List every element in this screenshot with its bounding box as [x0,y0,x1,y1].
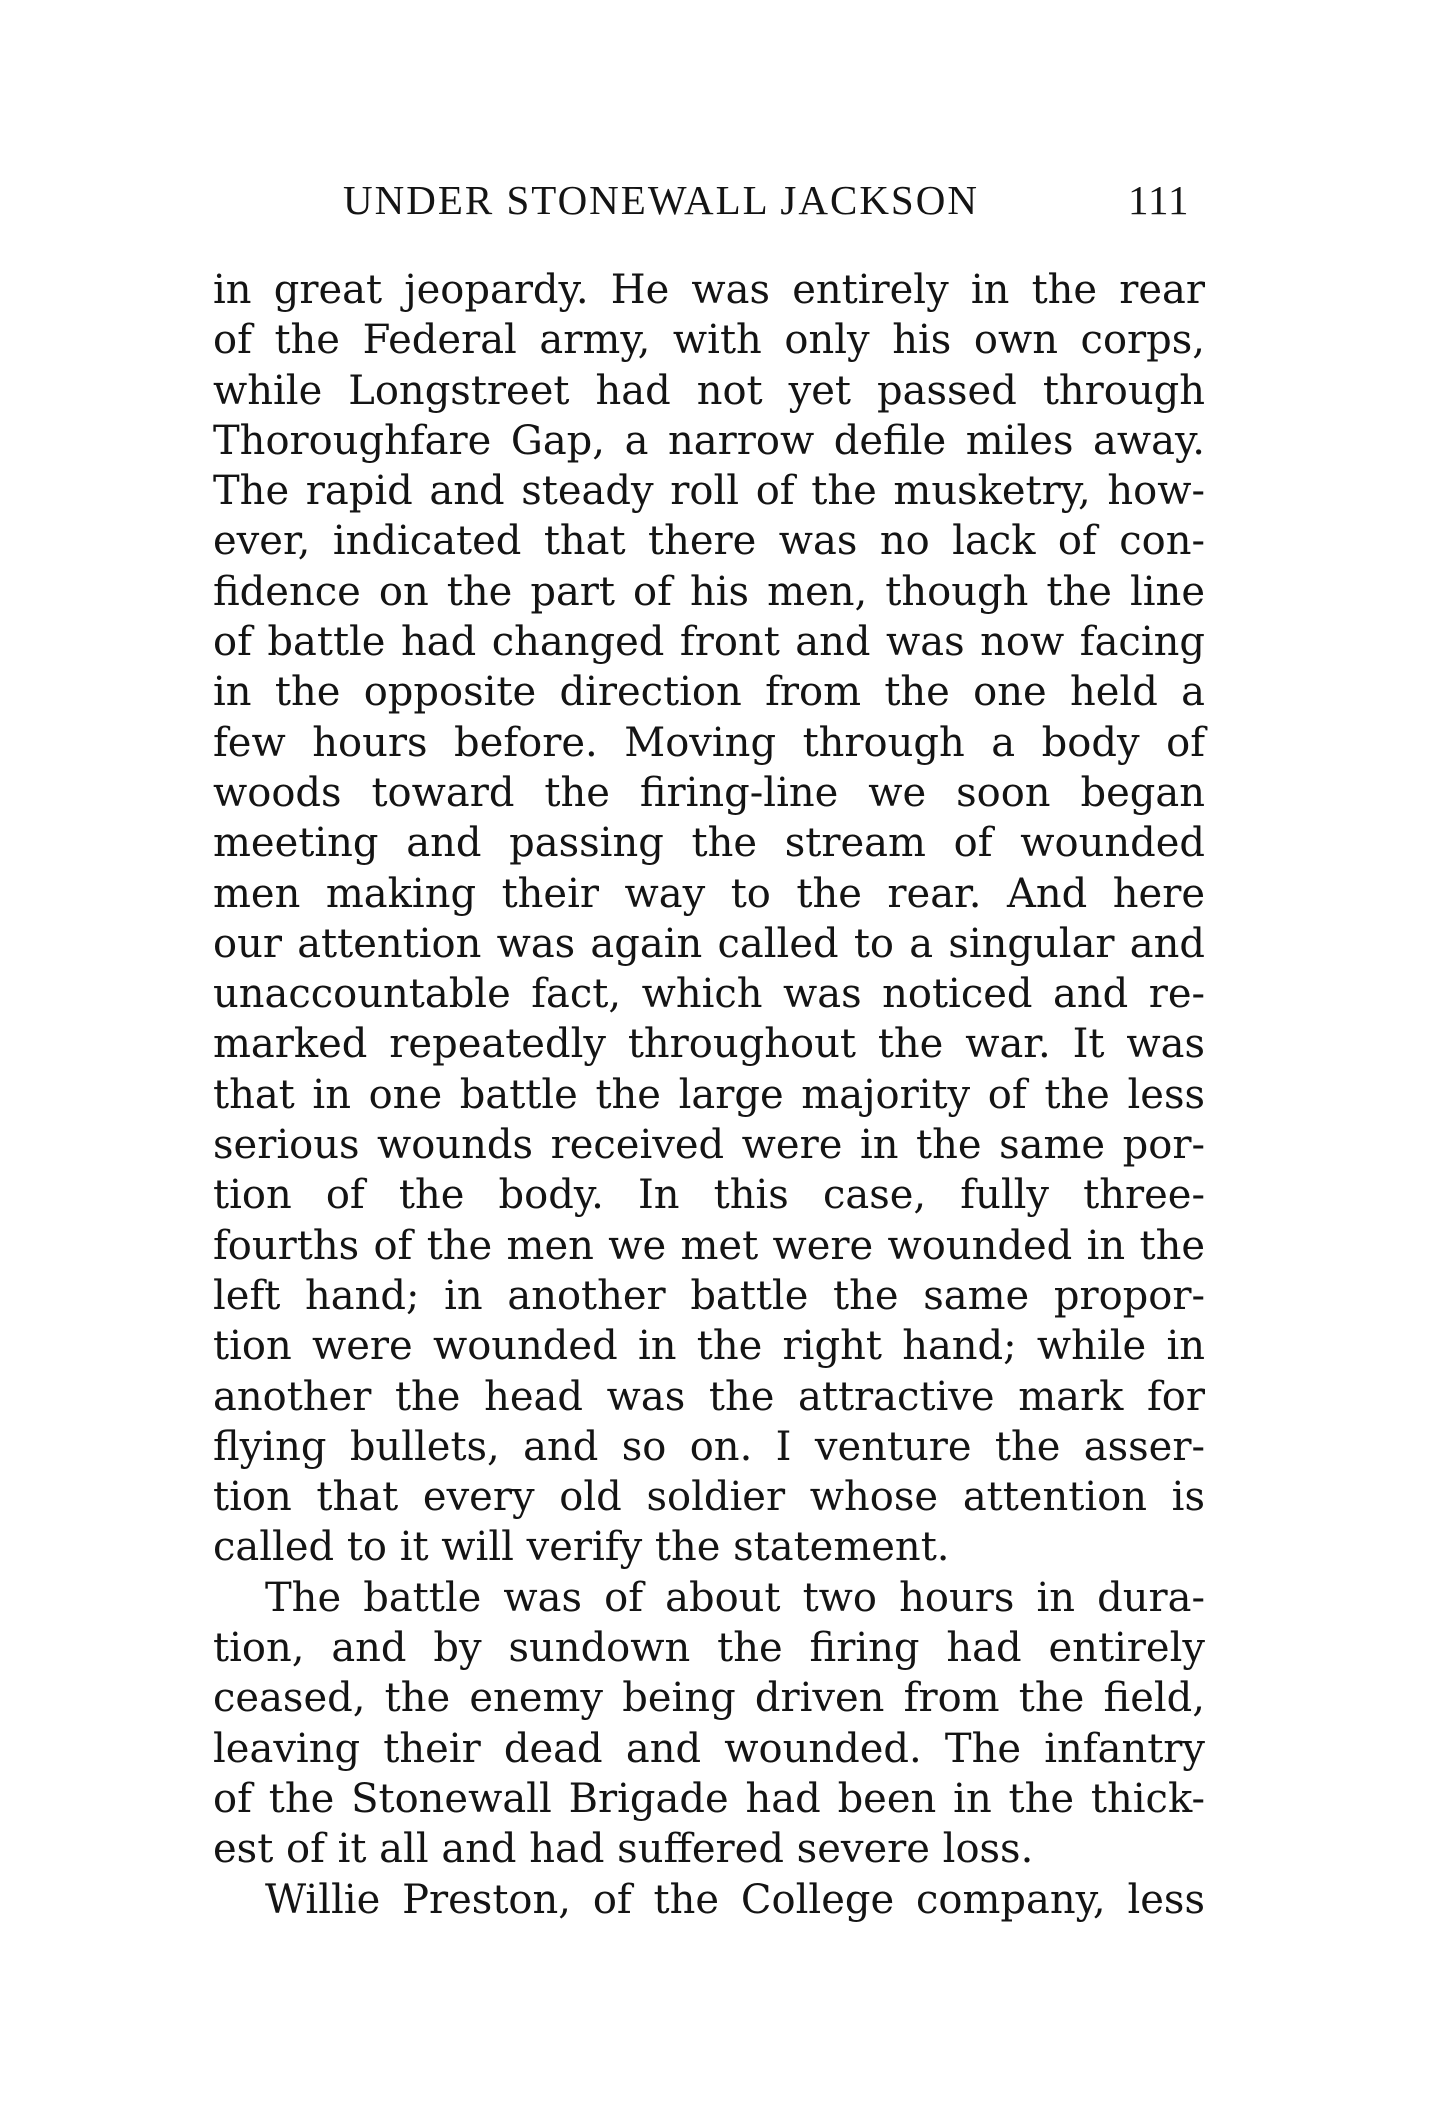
text-line: marked repeatedly throughout the war. It was [213,1021,1205,1068]
text-line: in great jeopardy. He was entirely in the rear [213,267,1205,313]
text-line: of battle had changed front and was now facing [213,619,1205,666]
text-line: men making their way to the rear. And here [213,870,1205,917]
text-line: tion of the body. In this case, fully three- [213,1172,1205,1219]
text-line: tion, and by sundown the firing had entirely [213,1625,1205,1672]
text-line: ceased, the enemy being driven from the field, [213,1675,1205,1722]
text-line: tion were wounded in the right hand; while in [213,1323,1205,1370]
running-title: UNDER STONEWALL JACKSON [343,177,979,223]
text-line: few hours before. Moving through a body of [213,719,1205,766]
text-line: of the Federal army, with only his own corps, [213,317,1205,364]
text-line: leaving their dead and wounded. The infantry [213,1725,1205,1772]
text-line: serious wounds received were in the same por- [213,1122,1205,1169]
text-line: called to it will verify the statement. [213,1524,950,1571]
text-line: that in one battle the large majority of the less [213,1071,1205,1118]
text-line: tion that every old soldier whose attention is [213,1474,1205,1521]
paragraph [213,1875,1205,1925]
text-line: of the Stonewall Brigade had been in the thick- [213,1775,1205,1822]
text-line: Thoroughfare Gap, a narrow defile miles away. [213,417,1205,464]
text-line: our attention was again called to a singular and [213,920,1205,967]
text-line: fidence on the part of his men, though the line [213,568,1205,615]
text-line: flying bullets, and so on. I venture the asser- [213,1423,1205,1470]
text-line: meeting and passing the stream of wounded [213,820,1205,867]
text-line: while Longstreet had not yet passed through [213,367,1205,414]
text-line: ever, indicated that there was no lack of con- [213,518,1205,565]
text-line: The battle was of about two hours in dura- [265,1574,1205,1621]
text-line: another the head was the attractive mark for [213,1373,1205,1420]
text-line: est of it all and had suffered severe loss. [213,1826,1034,1873]
text-line: unaccountable fact, which was noticed and re- [213,971,1205,1018]
paragraph [213,265,1205,1573]
text-line: left hand; in another battle the same propor- [213,1272,1205,1319]
paragraph [213,1573,1205,1875]
text-line: in the opposite direction from the one held a [213,669,1205,716]
body-text [213,265,1205,1925]
text-line: The rapid and steady roll of the musketry, how- [213,468,1205,515]
text-line: woods toward the firing-line we soon began [213,769,1205,816]
page-number: 111 [1128,177,1190,223]
text-line: fourths of the men we met were wounded in the [213,1222,1205,1269]
text-line: Willie Preston, of the College company, less [265,1876,1205,1923]
running-head [0,170,1429,230]
